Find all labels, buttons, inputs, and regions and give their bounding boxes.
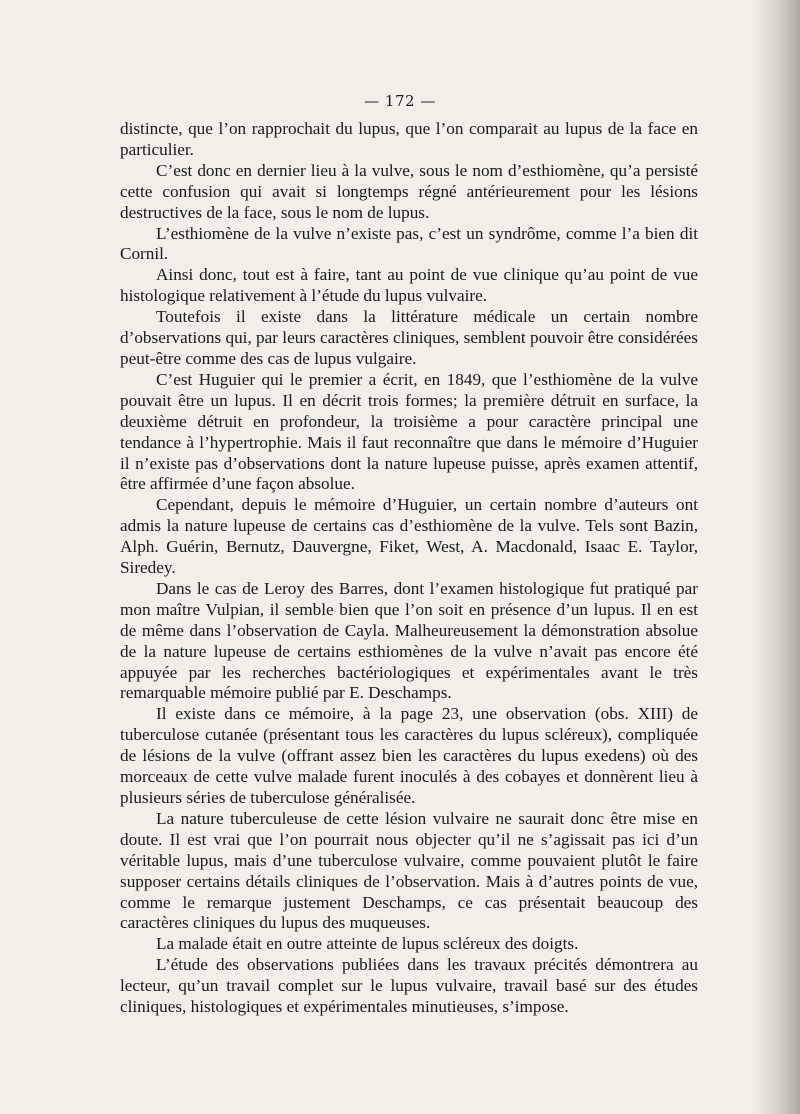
scan-edge-shadow xyxy=(752,0,800,1114)
paragraph-tout-a-faire: Ainsi donc, tout est à faire, tant au point de vue clinique qu’au point de vue histologique relativement à l’étude du lupus vulvaire. xyxy=(120,265,698,306)
paragraph-observations: Toutefois il existe dans la littérature médicale un certain nombre d’observations qui, par leurs caractères cliniques, semblent pouvoir être considérées peut-être comme des cas de lupus vulgaire. xyxy=(120,307,698,368)
paragraph-esthiomene-confusion: C’est donc en dernier lieu à la vulve, sous le nom d’esthiomène, qu’a persisté cette confusion qui avait si longtemps régné antérieurement pour les lésions destructives de la face, sous le nom de lupus. xyxy=(120,160,698,222)
page-number: — 172 — xyxy=(364,92,436,110)
paragraph-obs-xiii: Il existe dans ce mémoire, à la page 23, une observation (obs. XIII) de tuberculose cutanée (présentant tous les caractères du lupus scléreux), compliquée de lésions de la vulve (offrant assez bien les caractères du lupus exedens) où des morceaux de cette vulve malade furent inoculés à des cobayes et donnèrent lieu à plusieurs séries de tuberculose généralisée. xyxy=(120,704,698,807)
paragraph-conclusion: L’étude des observations publiées dans les travaux précités démontrera au lecteur, qu’un travail complet sur le lupus vulvaire, travail basé sur des études cliniques, histologiques et expérimentales minutieuses, s’impose. xyxy=(120,955,698,1017)
paragraph-syndrome: L’esthiomène de la vulve n’existe pas, c’est un syndrôme, comme l’a bien dit Cornil. xyxy=(120,223,698,264)
paragraph-lupus-doigts: La malade était en outre atteinte de lupus scléreux des doigts. xyxy=(156,934,579,954)
paragraph-leroy-des-barres: Dans le cas de Leroy des Barres, dont l’examen histologique fut pratiqué par mon maître Vulpian, il semble bien que l’on soit en présence d’un lupus. Il en est de même dans l’observation de Cayla. Malheureusement la démonstration absolue de la nature lupeuse de certains esthiomènes de la vulve n’avait pas encore été appuyée par les recherches bactériologiques et expérimentales avant le très remarquable mémoire publié par E. Deschamps. xyxy=(120,578,698,703)
paragraph-continuation: distincte, que l’on rapprochait du lupus, que l’on comparait au lupus de la face en particulier. xyxy=(120,119,698,159)
body-text xyxy=(120,119,698,1018)
paragraph-nature-tuberculeuse: La nature tuberculeuse de cette lésion vulvaire ne saurait donc être mise en doute. Il est vrai que l’on pourrait nous objecter qu’il ne s’agissait pas ici d’un véritable lupus, mais d’une tuberculose vulvaire, comme pouvaient plutôt le faire supposer certains détails cliniques de l’observation. Mais à d’autres points de vue, comme le remarque justement Deschamps, ce cas présentait beaucoup des caractères cliniques du lupus des muqueuses. xyxy=(120,808,698,933)
paragraph-huguier: C’est Huguier qui le premier a écrit, en 1849, que l’esthiomène de la vulve pouvait être un lupus. Il en décrit trois formes; la première détruit en surface, la deuxième détruit en profondeur, la troisième a pour caractère principal une tendance à l’hypertrophie. Mais il faut reconnaître que dans le mémoire d’Huguier il n’existe pas d’observations dont la nature lupeuse puisse, après examen attentif, être affirmée d’une façon absolue. xyxy=(120,369,698,494)
paragraph-auteurs: Cependant, depuis le mémoire d’Huguier, un certain nombre d’auteurs ont admis la nature lupeuse de certains cas d’esthiomène de la vulve. Tels sont Bazin, Alph. Guérin, Bernutz, Dauvergne, Fiket, West, A. Macdonald, Isaac E. Taylor, Siredey. xyxy=(120,495,698,578)
